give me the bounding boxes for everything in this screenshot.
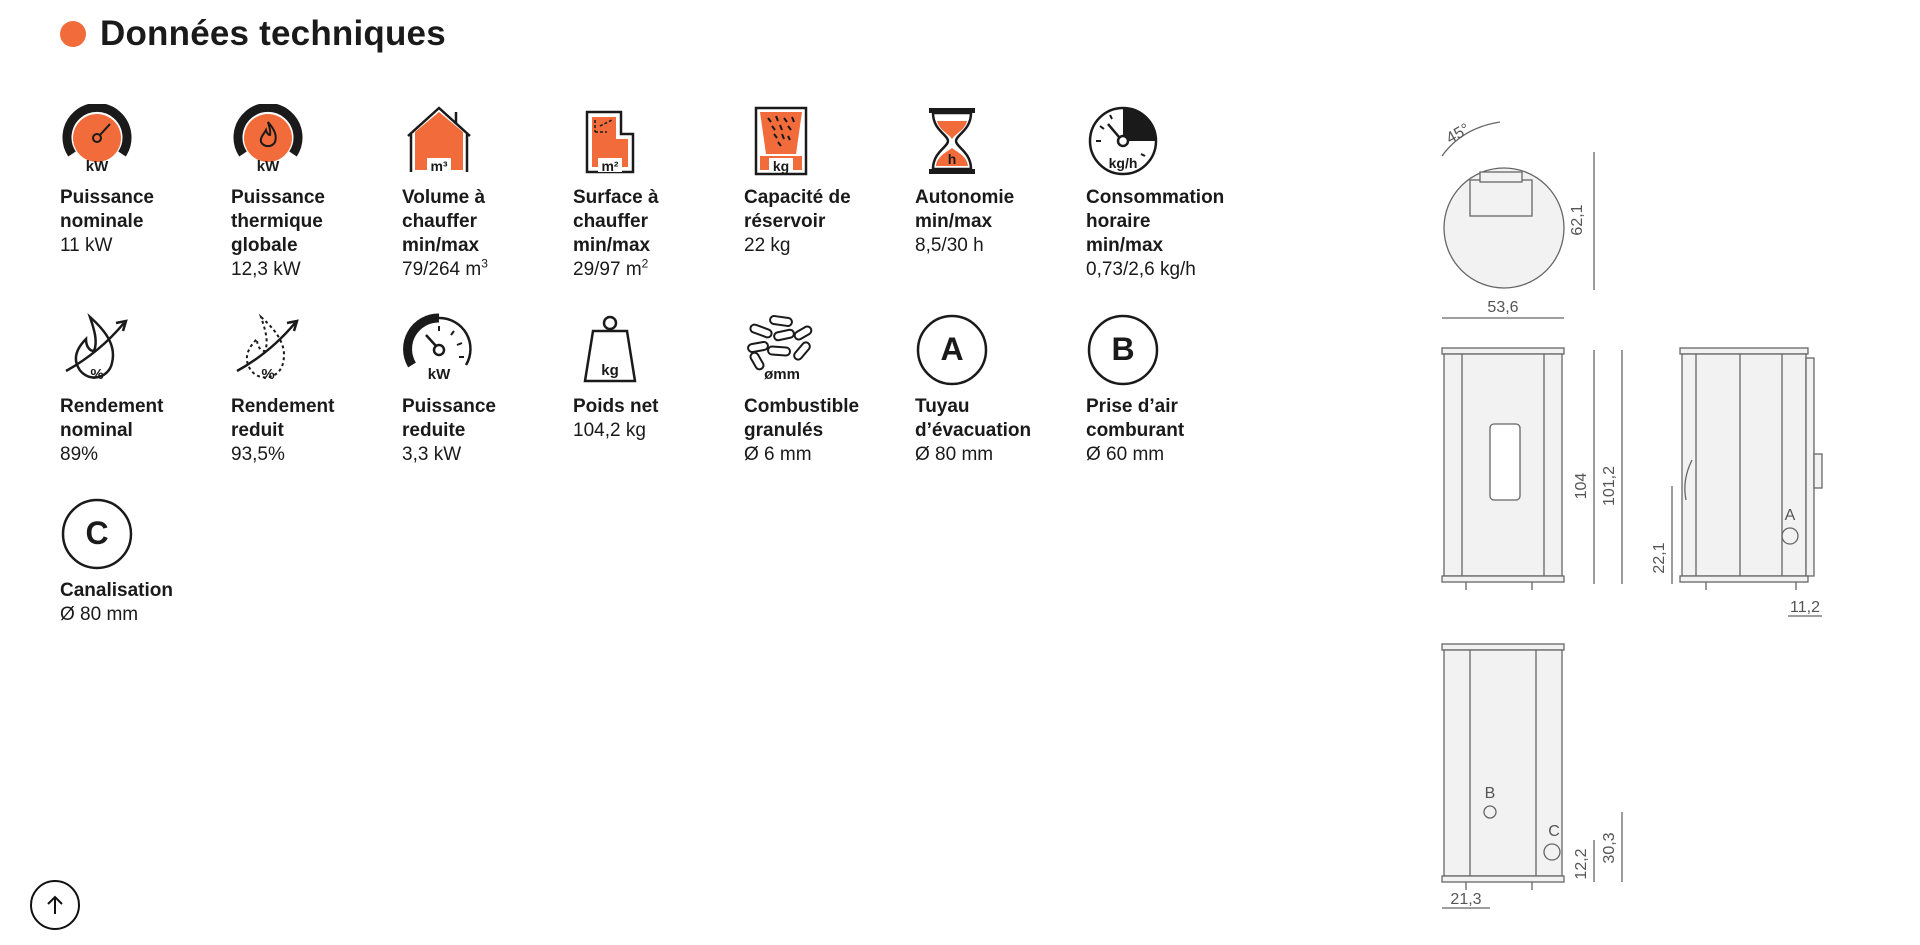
angle-label: 45°: [1443, 120, 1473, 148]
svg-text:m²: m²: [601, 158, 619, 174]
spec-nominal-power: [60, 104, 225, 258]
dimension-label: 11,2: [1790, 599, 1820, 616]
house-volume-icon: [402, 104, 476, 178]
spec-value: 79/264 $m^3$: [402, 256, 488, 280]
spec-value: 3,3 kW: [402, 444, 462, 465]
spec-value: Ø 6 mm: [744, 444, 812, 465]
spec-label: Puissance thermique globale: [231, 187, 325, 256]
marker-label: A: [1784, 507, 1796, 524]
letter-b-icon: [1086, 313, 1160, 387]
spec-heating-area: [573, 104, 738, 282]
spec-label: Poids net: [573, 396, 659, 417]
spec-value: 93,5%: [231, 444, 285, 465]
spec-value: Ø 80 mm: [915, 444, 994, 465]
dimension-label: 104: [1573, 472, 1590, 500]
letter-a-icon: [915, 313, 989, 387]
marker-label: B: [1484, 785, 1496, 802]
spec-value: 11 kW: [60, 235, 113, 256]
arrow-up-icon: [43, 893, 67, 917]
spec-label: Puissance nominale: [60, 187, 154, 232]
svg-text:%: %: [261, 366, 275, 383]
spec-label: Autonomie min/max: [915, 187, 1015, 232]
dimension-label: 30,3: [1601, 832, 1618, 864]
spec-reduced-efficiency: [231, 313, 396, 467]
pellets-icon: [744, 313, 818, 387]
spec-label: Consommation horaire min/max: [1086, 187, 1225, 256]
section-header: [60, 14, 446, 54]
spec-thermal-power: [231, 104, 396, 282]
spec-net-weight: [573, 313, 738, 443]
spec-heating-volume: [402, 104, 567, 282]
marker-label: C: [1548, 823, 1560, 840]
spec-ducting: [60, 497, 225, 627]
svg-text:kW: kW: [85, 158, 109, 175]
dimension-label: 53,6: [1487, 299, 1519, 316]
svg-text:m³: m³: [430, 158, 448, 174]
spec-air-intake: [1086, 313, 1251, 467]
spec-label: Capacité de réservoir: [744, 187, 851, 232]
spec-nominal-efficiency: [60, 313, 225, 467]
svg-text:B: B: [1111, 331, 1135, 367]
spec-label: Volume à chauffer min/max: [402, 187, 486, 256]
thermal-dial-icon: [231, 104, 305, 178]
spec-fuel: [744, 313, 909, 467]
side-view: [1672, 348, 1822, 616]
spec-label: Prise d’air comburant: [1086, 396, 1185, 441]
technical-drawing: [1410, 100, 1840, 920]
spec-label: Puissance reduite: [402, 396, 496, 441]
consumption-gauge-icon: [1086, 104, 1160, 178]
hourglass-icon: [915, 104, 989, 178]
spec-exhaust-pipe: [915, 313, 1080, 467]
letter-c-icon: [60, 497, 134, 571]
dimension-label: 101,2: [1601, 465, 1618, 507]
spec-value: Ø 80 mm: [60, 604, 139, 625]
spec-label: Rendement reduit: [231, 396, 335, 441]
dimension-label: 21,3: [1450, 891, 1482, 908]
spec-label: Canalisation: [60, 580, 173, 601]
power-dial-icon: [60, 104, 134, 178]
svg-text:h: h: [947, 151, 957, 167]
dimension-label: 22,1: [1651, 542, 1668, 574]
back-to-top-button[interactable]: [30, 880, 80, 930]
svg-text:kW: kW: [256, 158, 280, 175]
section-title: Données techniques: [100, 14, 446, 53]
floor-area-icon: [573, 104, 647, 178]
spec-value: 22 kg: [744, 235, 791, 256]
spec-value: 89%: [60, 444, 99, 465]
pellet-tank-icon: [744, 104, 818, 178]
spec-autonomy: [915, 104, 1080, 258]
spec-value: 0,73/2,6 kg/h: [1086, 259, 1196, 280]
svg-text:kW: kW: [427, 366, 451, 383]
svg-text:%: %: [90, 366, 104, 383]
reduced-efficiency-icon: [231, 313, 305, 387]
svg-text:C: C: [85, 515, 109, 551]
svg-text:kg: kg: [601, 362, 619, 379]
svg-text:kg/h: kg/h: [1108, 155, 1138, 171]
svg-text:kg: kg: [772, 158, 790, 174]
reduced-power-dial-icon: [402, 313, 476, 387]
spec-reduced-power: [402, 313, 567, 467]
svg-text:ømm: ømm: [764, 366, 800, 383]
spec-label: Surface à chauffer min/max: [573, 187, 659, 256]
front-view: [1442, 348, 1622, 590]
spec-value: 12,3 kW: [231, 259, 301, 280]
weight-icon: [573, 313, 647, 387]
spec-label: Combustible granulés: [744, 396, 860, 441]
efficiency-flame-icon: [60, 313, 134, 387]
dimension-label: 12,2: [1573, 848, 1590, 880]
back-view: [1442, 644, 1622, 908]
svg-text:A: A: [940, 331, 964, 367]
spec-value: 29/97 $m^2$: [573, 256, 649, 280]
spec-label: Rendement nominal: [60, 396, 164, 441]
spec-label: Tuyau d’évacuation: [915, 396, 1032, 441]
spec-hourly-consumption: [1086, 104, 1251, 282]
dimension-label: 62,1: [1569, 204, 1586, 236]
spec-value: 104,2 kg: [573, 420, 646, 441]
spec-tank-capacity: [744, 104, 909, 258]
spec-value: 8,5/30 h: [915, 235, 984, 256]
spec-value: Ø 60 mm: [1086, 444, 1165, 465]
section-bullet: [60, 21, 86, 47]
